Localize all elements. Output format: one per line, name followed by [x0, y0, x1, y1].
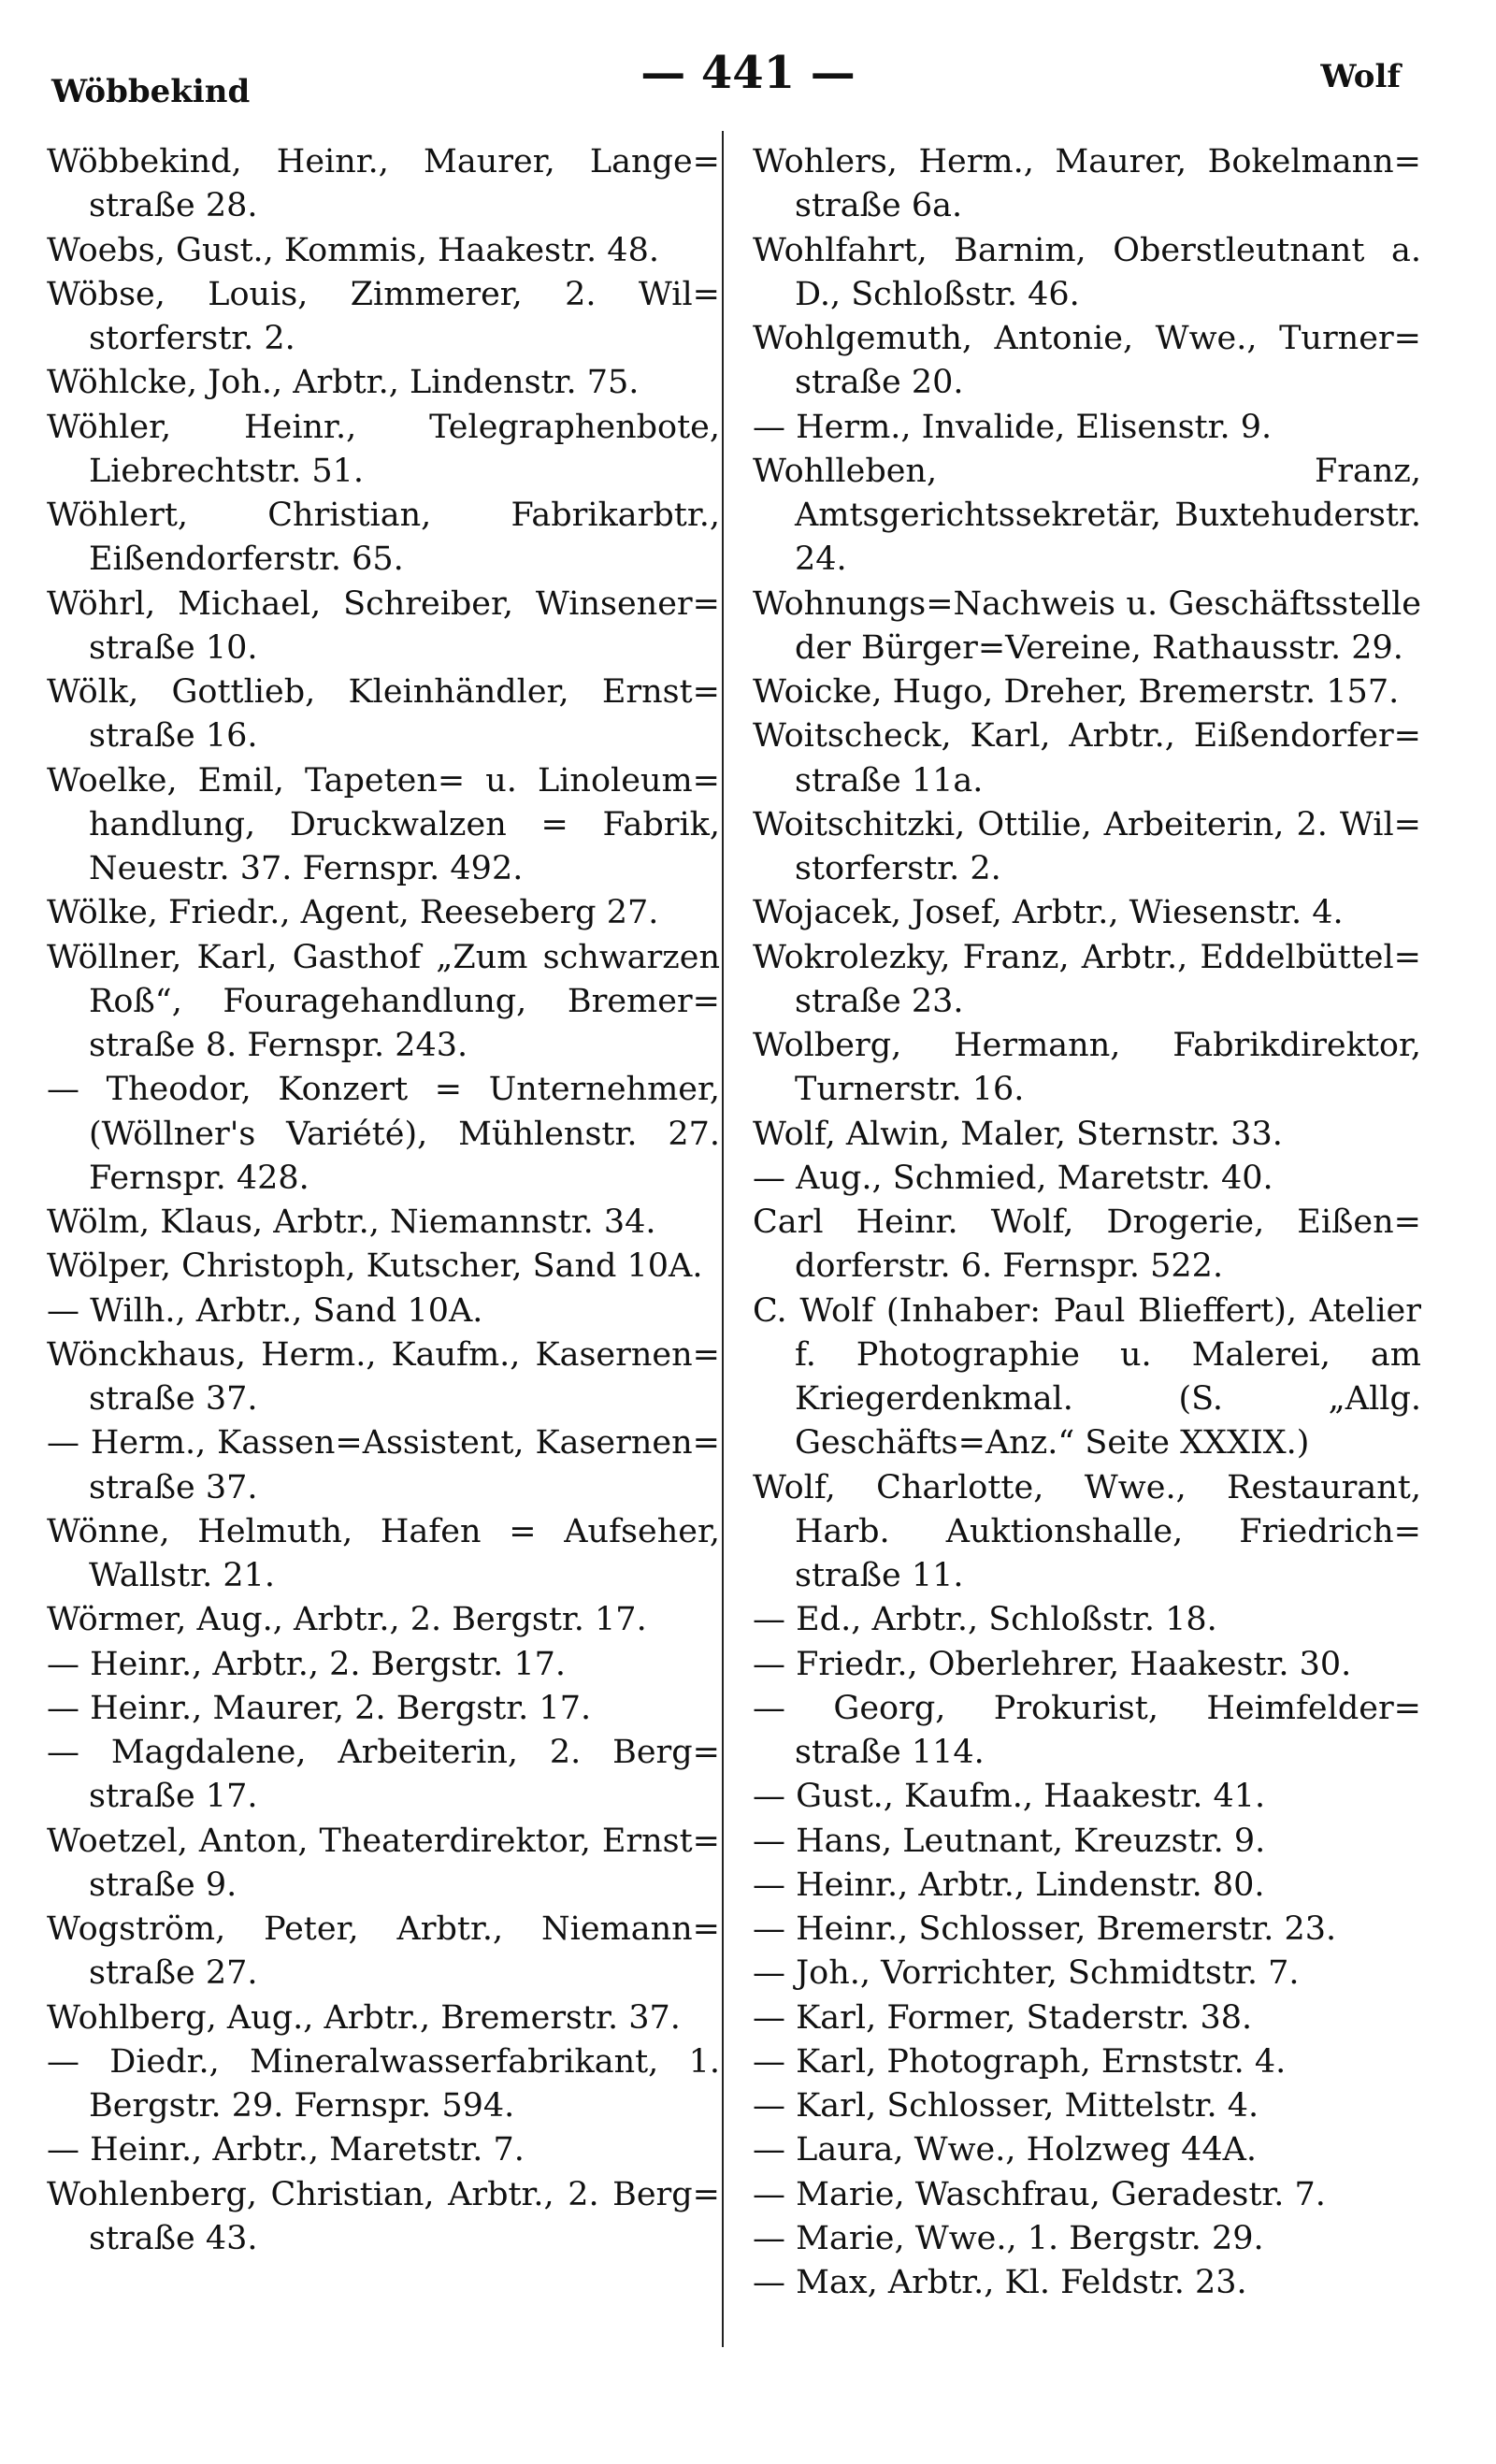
directory-entry: — Karl, Schlosser, Mittelstr. 4.: [753, 2087, 1259, 2125]
directory-entry: Wöllner, Karl, Gasthof „Zum schwarzen Roß“, Fouragehandlung, Bremer= straße 8. Fernspr. 243.: [47, 938, 720, 1064]
directory-entry: — Heinr., Arbtr., 2. Bergstr. 17.: [47, 1645, 567, 1683]
directory-entry: Woelke, Emil, Tapeten= u. Linoleum= handlung, Druckwalzen = Fabrik, Neuestr. 37. Fernspr. 492.: [47, 761, 720, 887]
directory-entry: — Wilh., Arbtr., Sand 10A.: [47, 1291, 483, 1330]
directory-entry: Wohlberg, Aug., Arbtr., Bremerstr. 37.: [47, 1998, 681, 2037]
directory-entry: — Georg, Prokurist, Heimfelder= straße 114.: [753, 1689, 1421, 1771]
directory-entry: — Magdalene, Arbeiterin, 2. Berg= straße 17.: [47, 1734, 720, 1816]
directory-entry: — Heinr., Schlosser, Bremerstr. 23.: [753, 1910, 1337, 1948]
left-column: [47, 140, 720, 2261]
directory-entry: Wolf, Alwin, Maler, Sternstr. 33.: [753, 1115, 1283, 1153]
running-head-right: Wolf: [1320, 58, 1401, 95]
directory-entry: — Aug., Schmied, Maretstr. 40.: [753, 1159, 1273, 1197]
directory-entry: — Marie, Waschfrau, Geradestr. 7.: [753, 2175, 1326, 2213]
directory-entry: — Heinr., Arbtr., Maretstr. 7.: [47, 2131, 525, 2169]
directory-entry: — Max, Arbtr., Kl. Feldstr. 23.: [753, 2264, 1247, 2301]
directory-entry: — Theodor, Konzert = Unternehmer, (Wöllner's Variété), Mühlenstr. 27. Fernspr. 428.: [47, 1071, 720, 1197]
directory-entry: — Marie, Wwe., 1. Bergstr. 29.: [753, 2219, 1264, 2257]
directory-entry: — Joh., Vorrichter, Schmidtstr. 7.: [753, 1954, 1300, 1993]
directory-entry: Wöhlert, Christian, Fabrikarbtr., Eißendorferstr. 65.: [47, 497, 720, 579]
directory-entry: C. Wolf (Inhaber: Paul Blieffert), Atelier f. Photographie u. Malerei, am Kriegerdenkmal. (S. „Allg. Geschäfts=Anz.“ Seite XXXIX.): [753, 1291, 1421, 1463]
directory-entry: Wogström, Peter, Arbtr., Niemann= straße 27.: [47, 1910, 720, 1993]
directory-entry: — Friedr., Oberlehrer, Haakestr. 30.: [753, 1645, 1352, 1683]
directory-entry: — Heinr., Maurer, 2. Bergstr. 17.: [47, 1689, 592, 1727]
directory-entry: Woitschitzki, Ottilie, Arbeiterin, 2. Wil= storferstr. 2.: [753, 805, 1421, 887]
directory-entry: Wojacek, Josef, Arbtr., Wiesenstr. 4.: [753, 894, 1344, 932]
directory-entry: Wohlgemuth, Antonie, Wwe., Turner= straße 20.: [753, 320, 1421, 402]
directory-entry: Wöhlcke, Joh., Arbtr., Lindenstr. 75.: [47, 364, 640, 402]
column-divider: [722, 131, 724, 2347]
directory-entry: — Karl, Photograph, Ernststr. 4.: [753, 2042, 1287, 2081]
page-number: — 441 —: [640, 47, 856, 99]
directory-entry: — Herm., Invalide, Elisenstr. 9.: [753, 408, 1273, 446]
directory-entry: — Diedr., Mineralwasserfabrikant, 1. Bergstr. 29. Fernspr. 594.: [47, 2042, 720, 2125]
directory-entry: — Gust., Kaufm., Haakestr. 41.: [753, 1778, 1266, 1816]
directory-entry: Woebs, Gust., Kommis, Haakestr. 48.: [47, 231, 659, 269]
directory-entry: Wöbbekind, Heinr., Maurer, Lange= straße 28.: [47, 143, 720, 225]
directory-entry: Wohlenberg, Christian, Arbtr., 2. Berg= straße 43.: [47, 2175, 720, 2257]
directory-entry: — Herm., Kassen=Assistent, Kasernen= straße 37.: [47, 1424, 720, 1506]
right-column: [753, 140, 1421, 2305]
directory-entry: Wölke, Friedr., Agent, Reeseberg 27.: [47, 894, 659, 932]
running-head-left: Wöbbekind: [51, 73, 251, 110]
directory-entry: Wolberg, Hermann, Fabrikdirektor, Turnerstr. 16.: [753, 1027, 1421, 1109]
directory-entry: Wohlfahrt, Barnim, Oberstleutnant a. D., Schloßstr. 46.: [753, 231, 1421, 313]
directory-entry: Wölm, Klaus, Arbtr., Niemannstr. 34.: [47, 1203, 656, 1241]
directory-entry: Wohlers, Herm., Maurer, Bokelmann= straße 6a.: [753, 143, 1421, 225]
directory-entry: — Karl, Former, Staderstr. 38.: [753, 1998, 1253, 2037]
directory-entry: Wokrolezky, Franz, Arbtr., Eddelbüttel= straße 23.: [753, 938, 1421, 1020]
directory-entry: — Heinr., Arbtr., Lindenstr. 80.: [753, 1866, 1265, 1904]
directory-entry: Wohnungs=Nachweis u. Geschäftsstelle der Bürger=Vereine, Rathausstr. 29.: [753, 584, 1421, 667]
directory-entry: — Hans, Leutnant, Kreuzstr. 9.: [753, 1822, 1266, 1860]
directory-entry: Wolf, Charlotte, Wwe., Restaurant, Harb. Auktionshalle, Friedrich= straße 11.: [753, 1468, 1421, 1594]
directory-entry: Wönckhaus, Herm., Kaufm., Kasernen= straße 37.: [47, 1335, 720, 1418]
directory-entry: Wöhrl, Michael, Schreiber, Winsener= straße 10.: [47, 584, 720, 667]
directory-entry: Woetzel, Anton, Theaterdirektor, Ernst= straße 9.: [47, 1822, 720, 1904]
directory-entry: Wohlleben, Franz, Amtsgerichtssekretär, Buxtehuderstr. 24.: [753, 452, 1421, 579]
directory-entry: Wönne, Helmuth, Hafen = Aufseher, Wallstr. 21.: [47, 1512, 720, 1594]
directory-entry: Wölper, Christoph, Kutscher, Sand 10A.: [47, 1247, 703, 1286]
directory-entry: Wöhler, Heinr., Telegraphenbote, Liebrechtstr. 51.: [47, 408, 720, 490]
directory-entry: Woitscheck, Karl, Arbtr., Eißendorfer= straße 11a.: [753, 717, 1421, 800]
directory-entry: Wörmer, Aug., Arbtr., 2. Bergstr. 17.: [47, 1601, 647, 1639]
directory-entry: Woicke, Hugo, Dreher, Bremerstr. 157.: [753, 673, 1400, 711]
directory-entry: Wölk, Gottlieb, Kleinhändler, Ernst= straße 16.: [47, 673, 720, 756]
directory-entry: Carl Heinr. Wolf, Drogerie, Eißen= dorferstr. 6. Fernspr. 522.: [753, 1203, 1421, 1286]
directory-entry: — Laura, Wwe., Holzweg 44A.: [753, 2131, 1258, 2169]
directory-entry: Wöbse, Louis, Zimmerer, 2. Wil= storferstr. 2.: [47, 275, 720, 357]
directory-entry: — Ed., Arbtr., Schloßstr. 18.: [753, 1601, 1217, 1639]
